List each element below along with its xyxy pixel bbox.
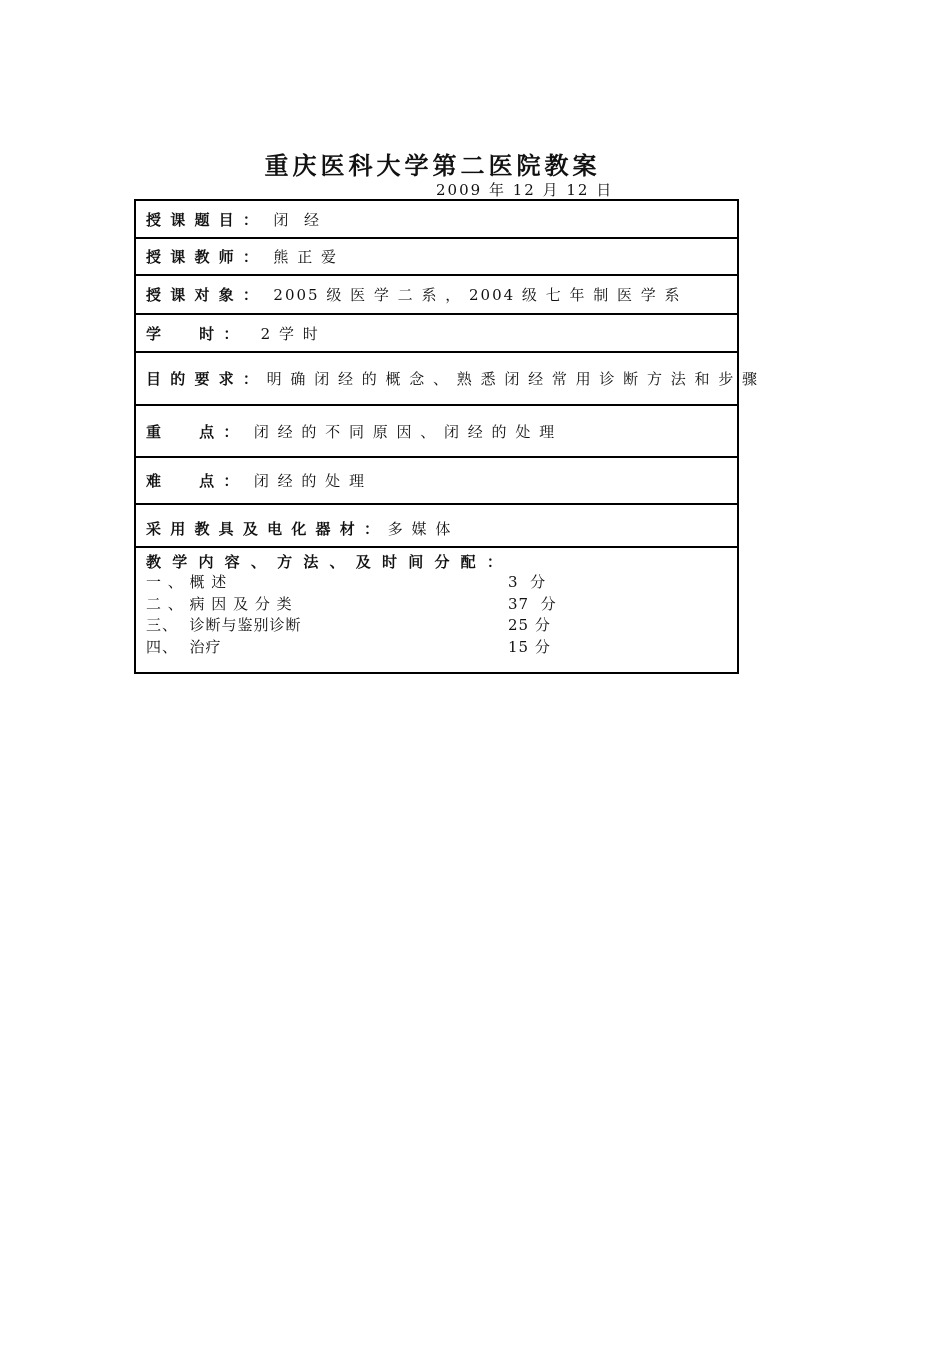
item-time: 3 分 xyxy=(508,573,547,591)
key-point-label: 重 点 ： xyxy=(146,422,241,441)
topic-label: 授 课 题 目 ： xyxy=(146,210,260,229)
audience-row xyxy=(136,276,737,315)
topic-value: 闭 经 xyxy=(259,210,321,229)
item-time: 15 分 xyxy=(508,637,551,656)
list-item xyxy=(146,615,737,637)
tools-row xyxy=(136,505,737,548)
item-time: 37 分 xyxy=(508,594,557,613)
content-row xyxy=(136,548,737,674)
difficult-point-value: 闭 经 的 处 理 xyxy=(240,472,366,490)
list-item xyxy=(146,572,737,594)
item-name: 三、 诊断与鉴别诊断 xyxy=(146,616,302,634)
item-name: 四、 治疗 xyxy=(146,637,222,656)
key-point-value: 闭 经 的 不 同 原 因 、 闭 经 的 处 理 xyxy=(240,422,557,441)
hours-row xyxy=(136,315,737,353)
list-item xyxy=(146,637,737,659)
tools-label: 采 用 教 具 及 电 化 器 材 ： xyxy=(146,520,382,538)
difficult-point-label: 难 点 ： xyxy=(146,472,241,490)
audience-value: 2005 级 医 学 二 系 ， 2004 级 七 年 制 医 学 系 xyxy=(259,286,682,304)
difficult-point-row xyxy=(136,458,737,505)
content-heading: 教 学 内 容 、 方 法 、 及 时 间 分 配 ： xyxy=(146,553,505,571)
goal-value: 明 确 闭 经 的 概 念 、 熟 悉 闭 经 常 用 诊 断 方 法 和 步 骤 xyxy=(259,370,760,388)
item-time: 25 分 xyxy=(508,616,551,634)
tools-value: 多 媒 体 xyxy=(381,520,453,538)
goal-label: 目 的 要 求 ： xyxy=(146,370,260,388)
hours-value: 2 学 时 xyxy=(240,324,320,343)
list-item xyxy=(146,594,737,616)
topic-row xyxy=(136,201,737,239)
teacher-row xyxy=(136,239,737,276)
teacher-value: 熊 正 爱 xyxy=(259,248,338,266)
teacher-label: 授 课 教 师 ： xyxy=(146,248,260,266)
lesson-plan-table xyxy=(134,199,760,674)
item-name: 一 、 概 述 xyxy=(146,573,228,591)
goal-row xyxy=(136,353,760,406)
document-date: 2009 年 12 月 12 日 xyxy=(436,181,614,199)
audience-label: 授 课 对 象 ： xyxy=(146,286,260,304)
document-title: 重庆医科大学第二医院教案 xyxy=(264,152,601,180)
key-point-row xyxy=(136,406,737,458)
hours-label: 学 时 ： xyxy=(146,324,241,343)
item-name: 二 、 病 因 及 分 类 xyxy=(146,594,293,613)
